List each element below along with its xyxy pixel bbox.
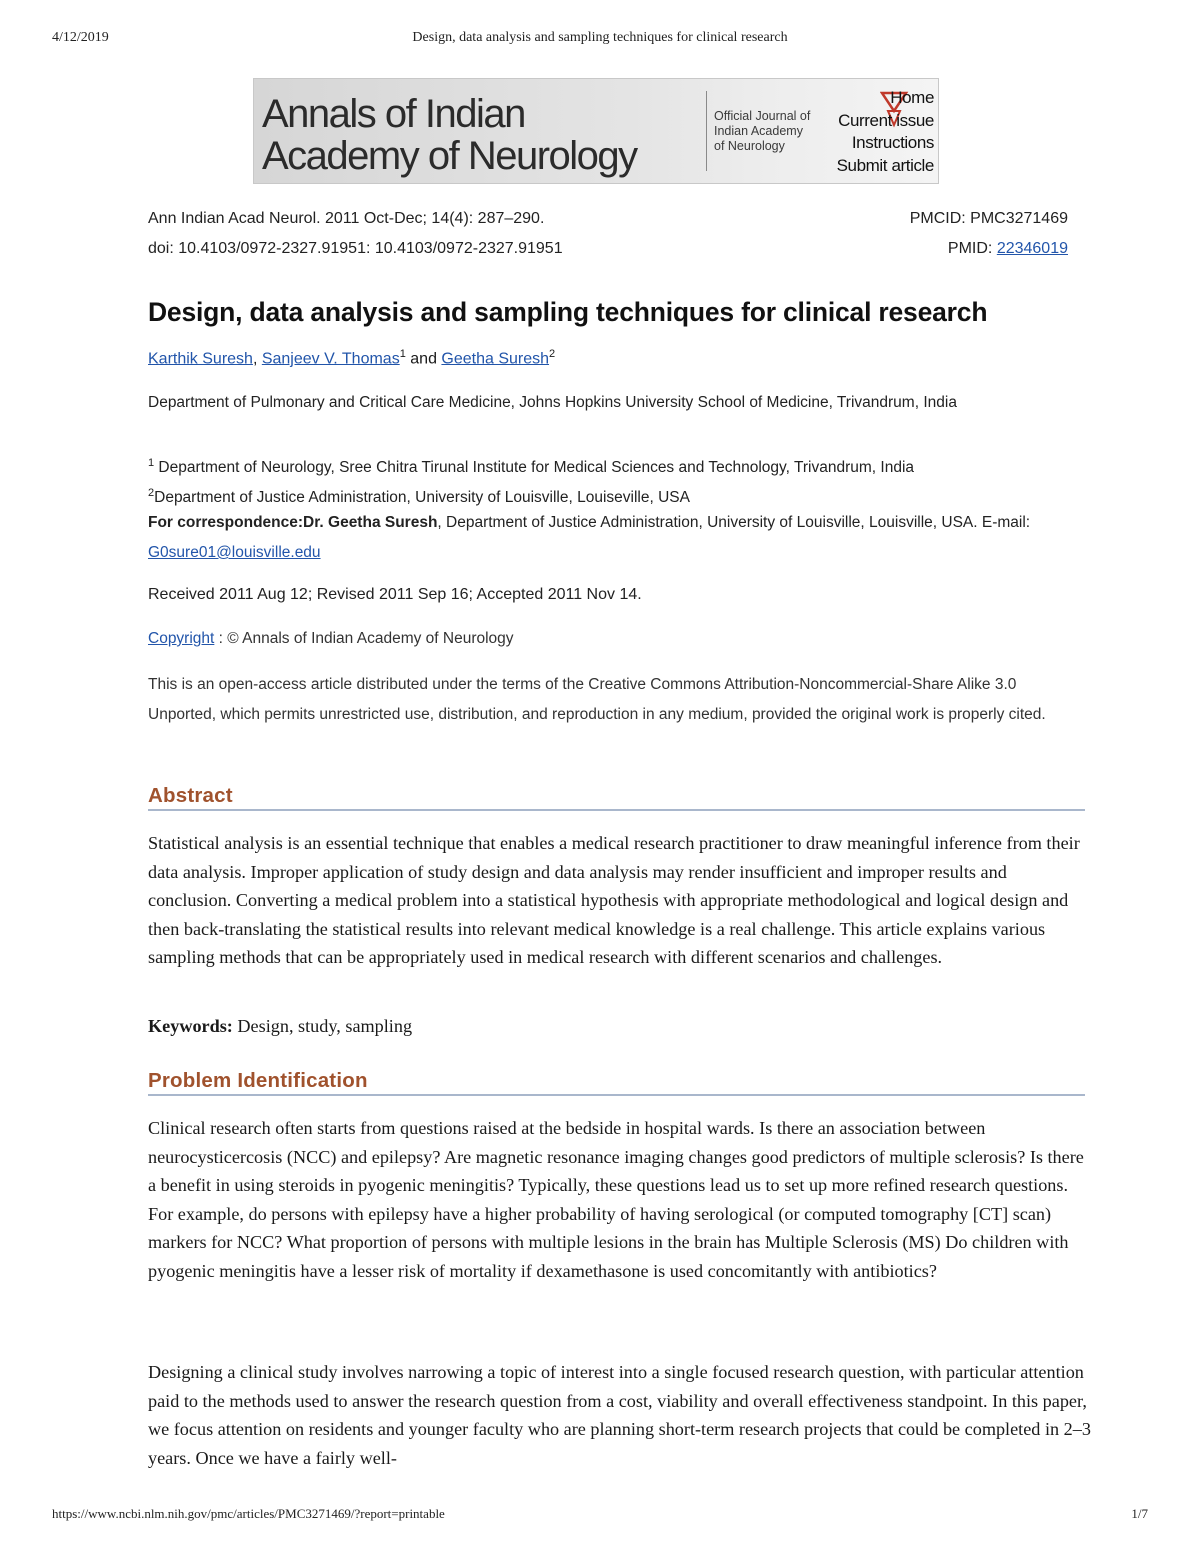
pmid-link[interactable]: 22346019 bbox=[996, 240, 1068, 257]
affiliation-1-text: Department of Neurology, Sree Chitra Tirunal Institute for Medical Sciences and Technology, Trivandrum, India bbox=[154, 459, 915, 477]
print-header bbox=[52, 30, 1148, 50]
official-line-3: of Neurology bbox=[714, 139, 785, 153]
copyright-line bbox=[148, 630, 514, 648]
print-date: 4/12/2019 bbox=[52, 30, 109, 45]
author-separator: and bbox=[405, 350, 442, 368]
nav-home[interactable]: Home bbox=[890, 88, 934, 107]
problem-identification-heading: Problem Identification bbox=[148, 1069, 1085, 1096]
correspondence-email-link[interactable]: G0sure01@louisville.edu bbox=[148, 544, 321, 561]
pmcid: PMCID: PMC3271469 bbox=[909, 210, 1068, 227]
author-link-geetha-suresh[interactable]: Geetha Suresh bbox=[441, 350, 550, 368]
correspondence-text: , Department of Justice Administration, University of Louisville, Louisville, USA. E-mail: bbox=[437, 514, 1031, 531]
abstract-heading: Abstract bbox=[148, 784, 1085, 811]
pmid bbox=[948, 240, 1068, 258]
affiliation-main: Department of Pulmonary and Critical Care Medicine, Johns Hopkins University School of Medicine, Trivandrum, India bbox=[148, 394, 957, 411]
nav-instructions[interactable]: Instructions bbox=[851, 133, 934, 152]
keywords-label: Keywords: bbox=[148, 1016, 233, 1036]
author-sup-1: 1 bbox=[399, 348, 406, 360]
official-line-2: Indian Academy bbox=[714, 124, 803, 138]
article-dates: Received 2011 Aug 12; Revised 2011 Sep 16; Accepted 2011 Nov 14. bbox=[148, 586, 642, 603]
body-paragraph: Designing a clinical study involves narrowing a topic of interest into a single focused research question, with particular attention paid to the methods used to answer the research question from a cost, viability and overall effectiveness standpoint. In this paper, we focus attention on residents and younger faculty who are planning short-term research projects that could be completed in 2–3 years. Once we have a fairly well- bbox=[148, 1362, 1091, 1468]
abstract-paragraph: Statistical analysis is an essential technique that enables a medical research practitioner to draw meaningful inference from their data analysis. Improper application of study design and data analysis may render insufficient and improper results and conclusion. Converting a medical problem into a statistical hypothesis with appropriate methodological and logical design and then back-translating the statistical results into relevant medical knowledge is a real challenge. This article explains various sampling methods that can be appropriately used in medical research with different scenarios and challenges. bbox=[148, 833, 1080, 967]
author-sup-2: 2 bbox=[549, 348, 556, 360]
affiliation-2-sup: 2 bbox=[148, 487, 155, 499]
author-separator: , bbox=[252, 350, 262, 368]
print-footer bbox=[52, 1506, 1148, 1526]
pmid-label: PMID: bbox=[947, 240, 997, 257]
abstract-text bbox=[148, 829, 1093, 972]
author-list bbox=[148, 348, 555, 368]
problem-identification-para-2 bbox=[148, 1358, 1093, 1472]
nav-current-issue[interactable]: Current issue bbox=[838, 110, 934, 130]
license-text: This is an open-access article distributed under the terms of the Creative Commons Attribution-Noncommercial-Share Alike 3.0 Unported, which permits unrestricted use, distribution, and reproduction in any medium, provided the original work is properly cited. bbox=[148, 676, 1046, 723]
keywords-text: Design, study, sampling bbox=[232, 1016, 413, 1036]
author-link-sanjeev-thomas[interactable]: Sanjeev V. Thomas bbox=[261, 350, 400, 368]
affiliation-2-text: Department of Justice Administration, University of Louisville, Louiseville, USA bbox=[154, 489, 690, 507]
banner-divider bbox=[706, 91, 707, 171]
problem-identification-para-1 bbox=[148, 1114, 1093, 1285]
copyright-text: : © Annals of Indian Academy of Neurology bbox=[214, 630, 514, 647]
keywords bbox=[148, 1016, 412, 1037]
journal-brand bbox=[262, 93, 637, 177]
body-paragraph: Clinical research often starts from questions raised at the bedside in hospital wards. Is there an association between neurocysticercosis (NCC) and epilepsy? Are magnetic resonance imaging changes good predictors of multiple sclerosis? Is there a benefit in using steroids in pyogenic meningitis? Typically, these questions lead us to set up more refined research questions. For example, do persons with epilepsy have a higher probability of having serological (or computed tomography [CT] scan) markers for NCC? What proportion of persons with multiple lesions in the brain has Multiple Sclerosis (MS) Do children with pyogenic meningitis have a lesser risk of mortality if dexamethasone is used concomitantly with antibiotics? bbox=[148, 1118, 1084, 1281]
article-title: Design, data analysis and sampling techniques for clinical research bbox=[148, 297, 988, 327]
brand-line-2: Academy of Neurology bbox=[262, 134, 637, 178]
nav-submit-article[interactable]: Submit article bbox=[836, 155, 934, 175]
correspondence bbox=[148, 508, 1088, 568]
correspondence-name: Dr. Geetha Suresh bbox=[303, 514, 438, 531]
brand-line-1: Annals of Indian bbox=[262, 92, 525, 136]
doi: doi: 10.4103/0972-2327.91951: 10.4103/0972-2327.91951 bbox=[148, 240, 563, 257]
author-link-karthik-suresh[interactable]: Karthik Suresh bbox=[148, 350, 253, 368]
correspondence-label: For correspondence: bbox=[148, 514, 304, 531]
copyright-link[interactable]: Copyright bbox=[148, 630, 215, 647]
print-url: https://www.ncbi.nlm.nih.gov/pmc/articles/PMC3271469/?report=printable bbox=[52, 1506, 445, 1521]
print-page-title: Design, data analysis and sampling techniques for clinical research bbox=[412, 30, 788, 45]
affiliation-1-sup: 1 bbox=[148, 457, 155, 469]
official-journal-text bbox=[714, 109, 826, 154]
journal-banner bbox=[253, 78, 939, 184]
citation: Ann Indian Acad Neurol. 2011 Oct-Dec; 14(4): 287–290. bbox=[148, 210, 545, 227]
banner-nav bbox=[837, 87, 934, 177]
print-page-number: 1/7 bbox=[1131, 1506, 1148, 1521]
official-line-1: Official Journal of bbox=[714, 109, 811, 123]
